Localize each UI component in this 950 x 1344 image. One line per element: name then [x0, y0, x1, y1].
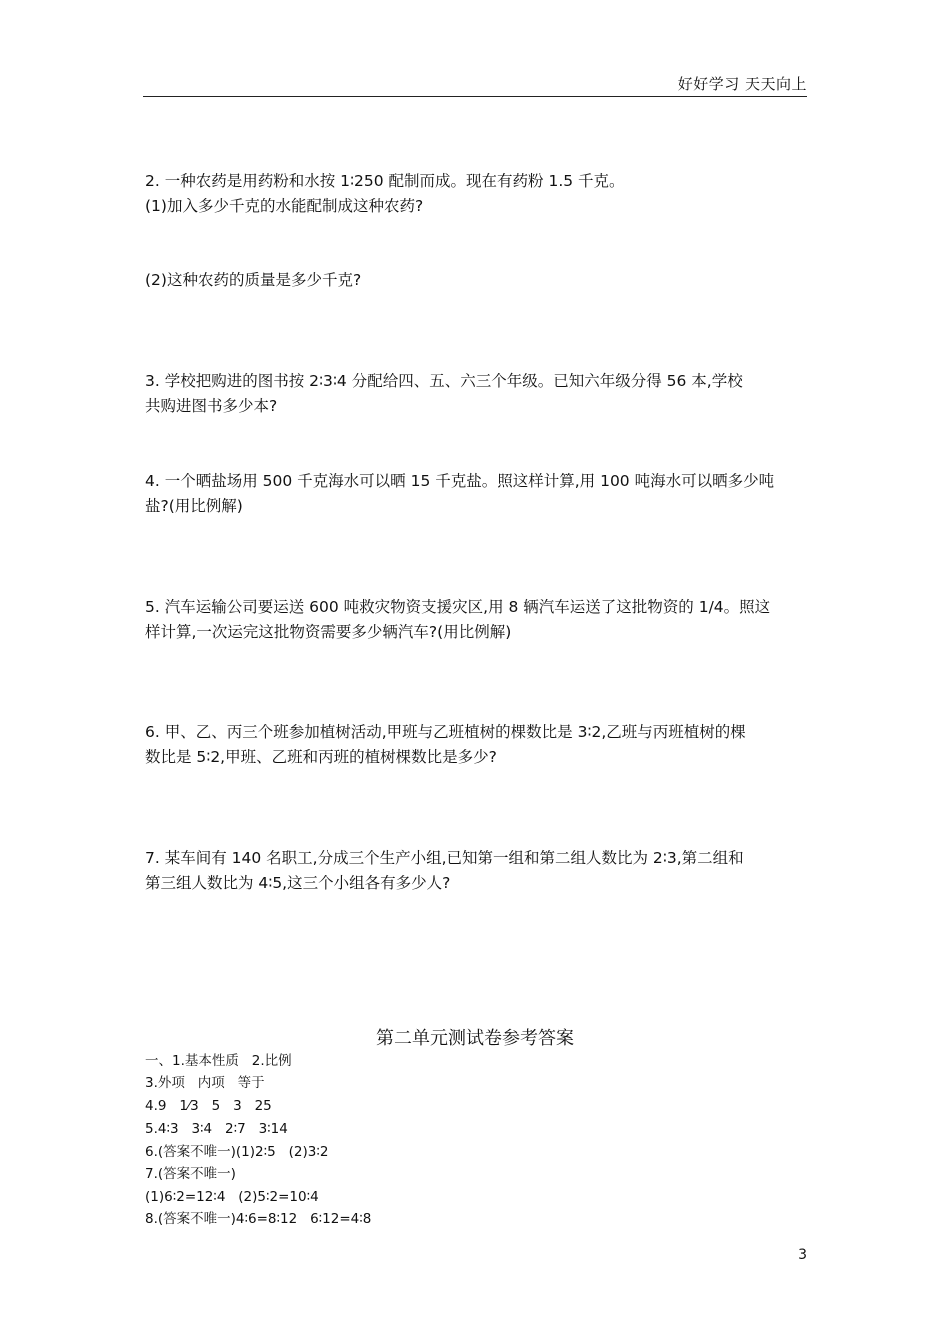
header-slogan: 好好学习 天天向上	[677, 75, 807, 93]
answers-title: 第二单元测试卷参考答案	[376, 1028, 574, 1049]
question-2-stem: 2. 一种农药是用药粉和水按 1∶250 配制而成。现在有药粉 1.5 千克。	[145, 172, 625, 190]
question-5	[145, 595, 810, 645]
answer-line-7: (1)6∶2=12∶4 (2)5∶2=10∶4	[145, 1189, 319, 1205]
question-7-line-2: 第三组人数比为 4∶5,这三个小组各有多少人?	[145, 874, 451, 892]
question-7	[145, 846, 810, 896]
question-6	[145, 720, 810, 770]
question-3	[145, 369, 810, 419]
question-2	[145, 169, 810, 219]
question-2-part-2: (2)这种农药的质量是多少千克?	[145, 271, 362, 289]
answer-line-8: 8.(答案不唯一)4∶6=8∶12 6∶12=4∶8	[145, 1211, 372, 1227]
question-5-line-1: 5. 汽车运输公司要运送 600 吨救灾物资支援灾区,用 8 辆汽车运送了这批物资的 1/4。照这	[145, 598, 771, 616]
question-4-line-2: 盐?(用比例解)	[145, 497, 243, 515]
question-2-part-1: (1)加入多少千克的水能配制成这种农药?	[145, 197, 424, 215]
answer-line-6: 7.(答案不唯一)	[145, 1166, 236, 1182]
question-3-line-2: 共购进图书多少本?	[145, 397, 278, 415]
header-divider	[143, 96, 807, 97]
answer-line-4: 5.4∶3 3∶4 2∶7 3∶14	[145, 1121, 288, 1137]
question-6-line-2: 数比是 5∶2,甲班、乙班和丙班的植树棵数比是多少?	[145, 748, 497, 766]
page-number: 3	[798, 1247, 807, 1263]
question-4	[145, 469, 810, 519]
question-7-line-1: 7. 某车间有 140 名职工,分成三个生产小组,已知第一组和第二组人数比为 2∶3,第二组和	[145, 849, 744, 867]
answer-line-2: 3.外项 内项 等于	[145, 1075, 265, 1091]
answer-line-1: 一、1.基本性质 2.比例	[145, 1053, 292, 1069]
question-5-line-2: 样计算,一次运完这批物资需要多少辆汽车?(用比例解)	[145, 623, 512, 641]
answer-line-5: 6.(答案不唯一)(1)2∶5 (2)3∶2	[145, 1144, 329, 1160]
answer-line-3: 4.9 1⁄3 5 3 25	[145, 1098, 272, 1114]
question-4-line-1: 4. 一个晒盐场用 500 千克海水可以晒 15 千克盐。照这样计算,用 100 吨海水可以晒多少吨	[145, 472, 775, 490]
question-3-line-1: 3. 学校把购进的图书按 2∶3∶4 分配给四、五、六三个年级。已知六年级分得 56 本,学校	[145, 372, 743, 390]
question-6-line-1: 6. 甲、乙、丙三个班参加植树活动,甲班与乙班植树的棵数比是 3∶2,乙班与丙班植树的棵	[145, 723, 746, 741]
